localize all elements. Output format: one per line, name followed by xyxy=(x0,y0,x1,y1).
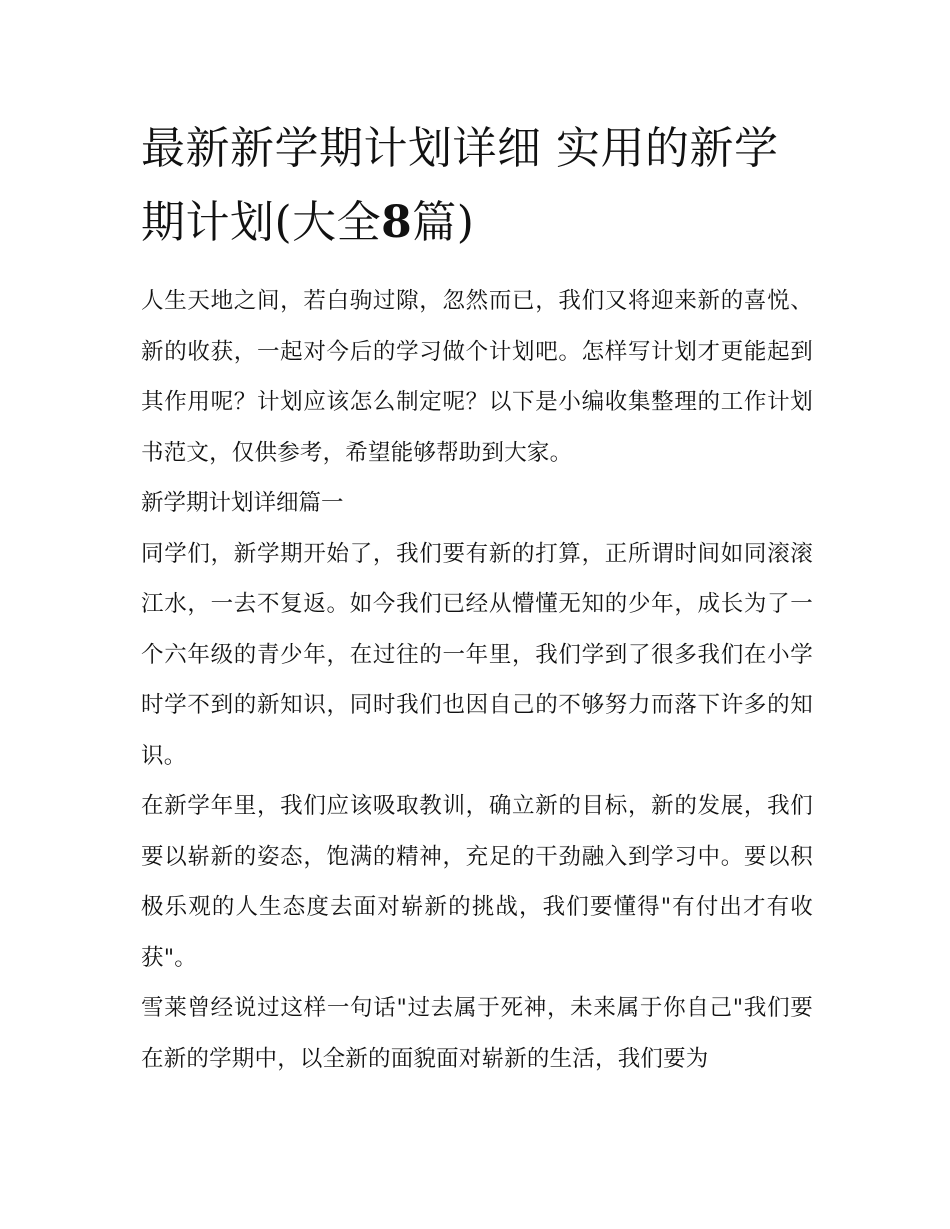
section-heading: 新学期计划详细篇一 xyxy=(141,490,344,516)
intro-paragraph: 人生天地之间，若白驹过隙，忽然而已，我们又将迎来新的喜悦、新的收获，一起对今后的学习做个计划吧。怎样写计划才更能起到其作用呢？计划应该怎么制定呢？以下是小编收集整理的工作计划书范文，仅供参考，希望能够帮助到大家。 xyxy=(141,288,813,466)
body-paragraph: 同学们，新学期开始了，我们要有新的打算，正所谓时间如同滚滚江水，一去不复返。如今我们已经从懵懂无知的少年，成长为了一个六年级的青少年，在过往的一年里，我们学到了很多我们在小学时学不到的新知识，同时我们也因自己的不够努力而落下许多的知识。 xyxy=(141,540,813,769)
document-title xyxy=(141,112,813,260)
body-paragraph: 雪莱曾经说过这样一句话"过去属于死神，未来属于你自己"我们要在新的学期中，以全新的面貌面对崭新的生活，我们要为 xyxy=(141,995,813,1072)
title-text: 最新新学期计划详细 实用的新学期计划(大全 xyxy=(141,123,779,248)
body-paragraph: 在新学年里，我们应该吸取教训，确立新的目标，新的发展，我们要以崭新的姿态，饱满的精神，充足的干劲融入到学习中。要以积极乐观的人生态度去面对崭新的挑战，我们要懂得"有付出才有收获"。 xyxy=(141,793,813,971)
document-page xyxy=(141,112,813,1084)
title-suffix: 篇) xyxy=(412,197,475,248)
title-number: 8 xyxy=(381,197,413,248)
